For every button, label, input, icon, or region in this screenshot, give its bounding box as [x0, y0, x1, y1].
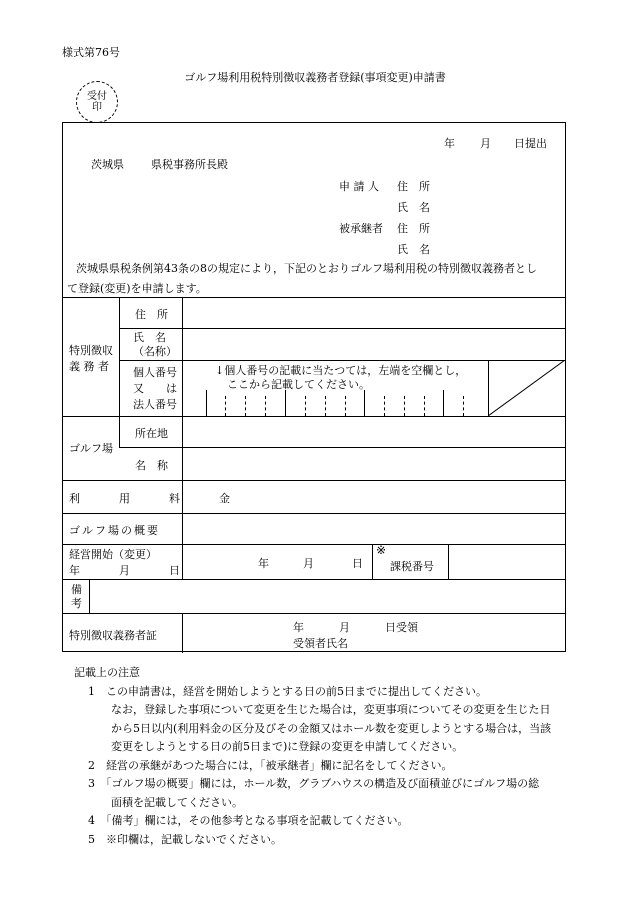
- golf-course-label: ゴルフ場: [69, 442, 113, 455]
- remarks-label: [71, 583, 82, 611]
- id-label-line1: 個人番号: [133, 366, 177, 379]
- start-date-day: 日: [352, 557, 363, 570]
- golf-overview-label: ゴルフ場の概要: [69, 524, 160, 537]
- reception-stamp: [76, 81, 118, 123]
- collector-name-label: [133, 331, 177, 359]
- receipt-year: 年: [293, 621, 304, 634]
- successor-label: 被承継者: [339, 222, 383, 235]
- receiver-name-label: 受領者氏名: [293, 637, 348, 650]
- applicant-label: 申 請 人: [339, 180, 379, 193]
- receipt-day: 日受領: [385, 621, 418, 634]
- successor-name-label: 氏 名: [397, 243, 430, 256]
- usage-fee-label: 利 用 料 金: [69, 492, 244, 505]
- note-line: 5 ※印欄は，記載しないでください。: [88, 832, 282, 846]
- submit-month: 月: [480, 137, 491, 150]
- successor-address-label: 住 所: [397, 222, 430, 235]
- id-number-label: [133, 365, 177, 413]
- submit-year: 年: [444, 137, 455, 150]
- start-date-month: 月: [303, 557, 314, 570]
- note-line: 3 「ゴルフ場の概要」欄には，ホール数，グラブハウスの構造及び面積並びにゴルフ場の総: [88, 777, 540, 790]
- id-note-line1: ↓個人番号の記載に当たつては，左端を空欄とし，: [215, 364, 467, 377]
- start-year-label: 年: [69, 564, 80, 577]
- id-note-line2: ここから記載してください。: [227, 378, 370, 391]
- note-line: 1 この申請書は，経営を開始しようとする日の前5日までに提出してください。: [88, 684, 487, 698]
- applicant-address-label: 住 所: [397, 180, 430, 193]
- application-form: [62, 122, 566, 652]
- collector-name-line1: 氏 名: [133, 331, 166, 344]
- form-number: 様式第76号: [62, 46, 120, 59]
- office-use-mark: ※: [376, 543, 387, 557]
- id-label-line2: 又 は: [133, 382, 177, 395]
- form-title: ゴルフ場利用税特別徴収義務者登録(事項変更)申請書: [184, 71, 446, 84]
- filling-notes: [74, 664, 551, 849]
- collector-address-label: 住 所: [135, 308, 168, 321]
- golf-name-label: 名 称: [135, 459, 168, 472]
- note-line: 変更をしようとする日の前5日まで)に登録の変更を申請してください。: [100, 740, 464, 753]
- applicant-name-label: 氏 名: [397, 201, 430, 214]
- note-line: から5日以内(利用料金の区分及びその金額又はホール数を変更しようとする場合は，当該: [100, 721, 552, 735]
- note-line: 4 「備考」欄には，その他参考となる事項を記載してください。: [88, 814, 409, 827]
- collector-label-line1: 特別徴収: [69, 344, 113, 357]
- collector-name-line2: （名称）: [133, 345, 177, 358]
- remarks-line1: 備: [71, 583, 82, 596]
- start-date-year: 年: [258, 557, 269, 570]
- statement-line1: 茨城県県税条例第43条の8の規定により，下記のとおりゴルフ場利用税の特別徴収義務者とし: [76, 262, 537, 275]
- stamp-line2: 印: [92, 102, 102, 113]
- golf-location-label: 所在地: [135, 427, 168, 440]
- statement-line2: て登録(変更)を申請します。: [67, 282, 207, 295]
- start-label: 経営開始（変更）: [69, 548, 157, 561]
- addressee-prefecture: 茨城県: [91, 158, 124, 171]
- start-day-label: 日: [169, 564, 180, 577]
- tax-number-label: 課税番号: [390, 560, 434, 573]
- note-line: 2 経営の承継があつた場合には，「被承継者」欄に記名をしてください。: [88, 758, 453, 772]
- diagonal-strike: [488, 360, 565, 416]
- submit-day: 日提出: [514, 137, 547, 150]
- notes-heading: 記載上の注意: [74, 666, 140, 679]
- note-line: なお，登録した事項について変更を生じた場合は，変更事項についてその変更を生じた日: [100, 703, 551, 716]
- id-label-line3: 法人番号: [133, 398, 177, 411]
- addressee-office: 県税事務所長殿: [151, 158, 228, 171]
- receipt-month: 月: [339, 621, 350, 634]
- certificate-label: 特別徴収義務者証: [69, 629, 157, 642]
- stamp-line1: 受付: [87, 91, 107, 102]
- start-month-label: 月: [119, 564, 130, 577]
- remarks-line2: 考: [71, 597, 82, 610]
- note-line: 面積を記載してください。: [100, 795, 243, 809]
- collector-label: [69, 343, 113, 375]
- collector-label-line2: 義 務 者: [69, 360, 109, 373]
